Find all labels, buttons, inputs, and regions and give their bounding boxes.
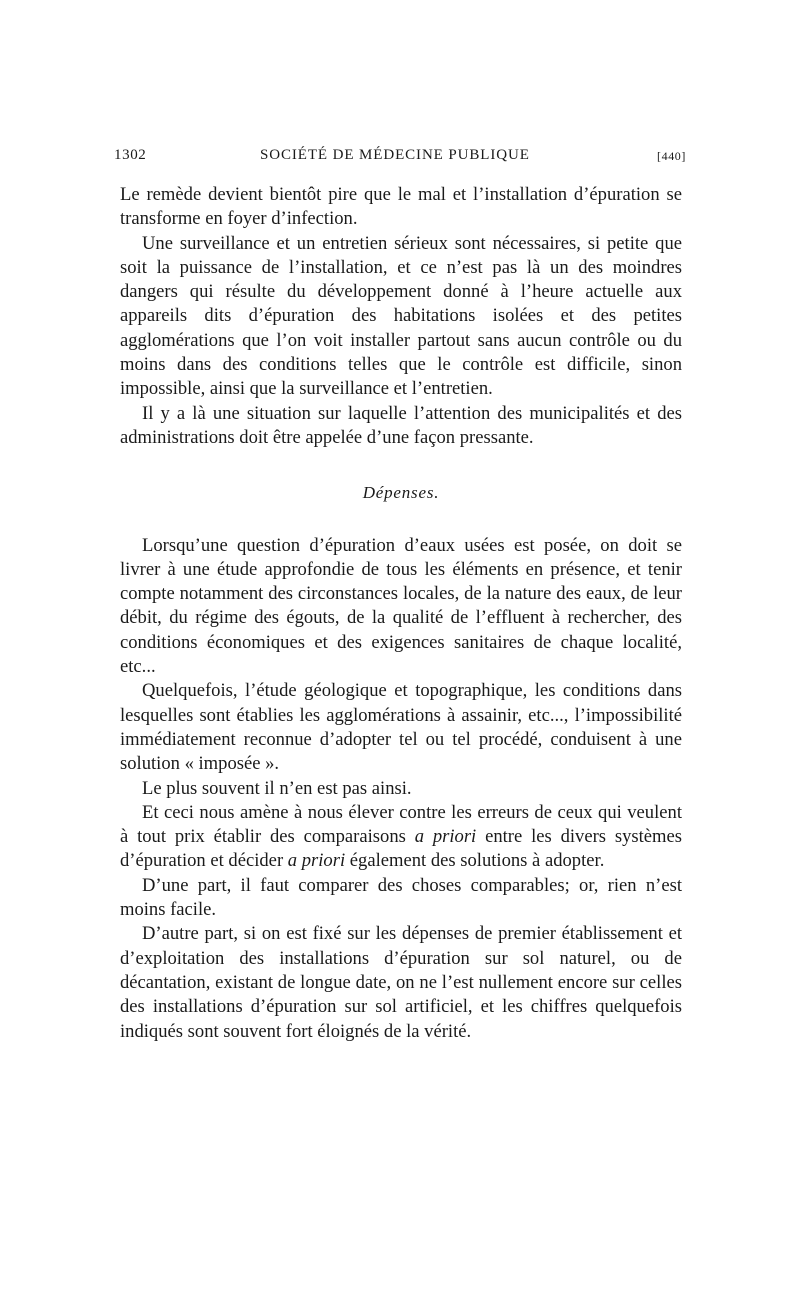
paragraph-text: entre les divers systèmes d’épuration et décider <box>120 826 682 872</box>
paragraph: Quelquefois, l’étude géologique et topographique, les conditions dans lesquelles sont établies les agglomérations à assainir, etc..., l’impossibilité immédiatement reconnue d’adopter tel ou tel procédé, conduisent à une solution « imposée ». <box>120 680 682 775</box>
section-number: [440] <box>657 149 686 163</box>
paragraph: D’autre part, si on est fixé sur les dépenses de premier établissement et d’exploitation des installations d’épuration sur sol naturel, ou de décantation, existant de longue date, on ne l’est nullement encore sur celles des installations d’épuration sur sol artificiel, et les chiffres quelquefois indiqués sont souvent fort éloignés de la vérité. <box>120 923 682 1042</box>
paragraph: Le plus souvent il n’en est pas ainsi. <box>142 777 412 799</box>
paragraph: D’une part, il faut comparer des choses comparables; or, rien n’est moins facile. <box>120 874 682 921</box>
page-number: 1302 <box>114 147 147 163</box>
paragraph: Une surveillance et un entretien sérieux sont nécessaires, si petite que soit la puissance de l’installation, et ce n’est pas là un des moindres dangers qui résulte du développement donné à l’heure actuelle aux appareils dits d’épuration des habitations isolées et des petites agglomérations que l’on voit installer partout sans aucun contrôle ou du moins dans des conditions telles que le contrôle est difficile, sinon impossible, ainsi que la surveillance et l’entretien. <box>120 232 682 400</box>
journal-title: SOCIÉTÉ DE MÉDECINE PUBLIQUE <box>260 147 530 163</box>
paragraph-text: Et ceci nous amène à nous élever contre les erreurs de ceux qui veulent à tout prix établir des comparaisons <box>120 801 682 848</box>
paragraph: Lorsqu’une question d’épuration d’eaux usées est posée, on doit se livrer à une étude approfondie de tous les éléments en présence, et tenir compte notamment des circonstances locales, de la nature des eaux, de leur débit, du régime des égouts, de la qualité de l’effluent à rechercher, des conditions économiques et des exigences sanitaires de chaque localité, etc... <box>120 534 682 678</box>
paragraph-a-priori <box>120 801 682 874</box>
running-header <box>114 143 686 169</box>
italic-term: a priori <box>414 826 477 848</box>
paragraph-text: également des solutions à adopter. <box>345 850 605 872</box>
article-body <box>120 183 682 1044</box>
paragraph: Il y a là une situation sur laquelle l’attention des municipalités et des administrations doit être appelée d’une façon pressante. <box>120 402 682 448</box>
paragraph: Le remède devient bientôt pire que le mal et l’installation d’épuration se transforme en foyer d’infection. <box>120 184 682 230</box>
section-heading: Dépenses. <box>362 483 440 503</box>
document-page <box>114 143 686 1044</box>
italic-term: a priori <box>287 850 346 872</box>
